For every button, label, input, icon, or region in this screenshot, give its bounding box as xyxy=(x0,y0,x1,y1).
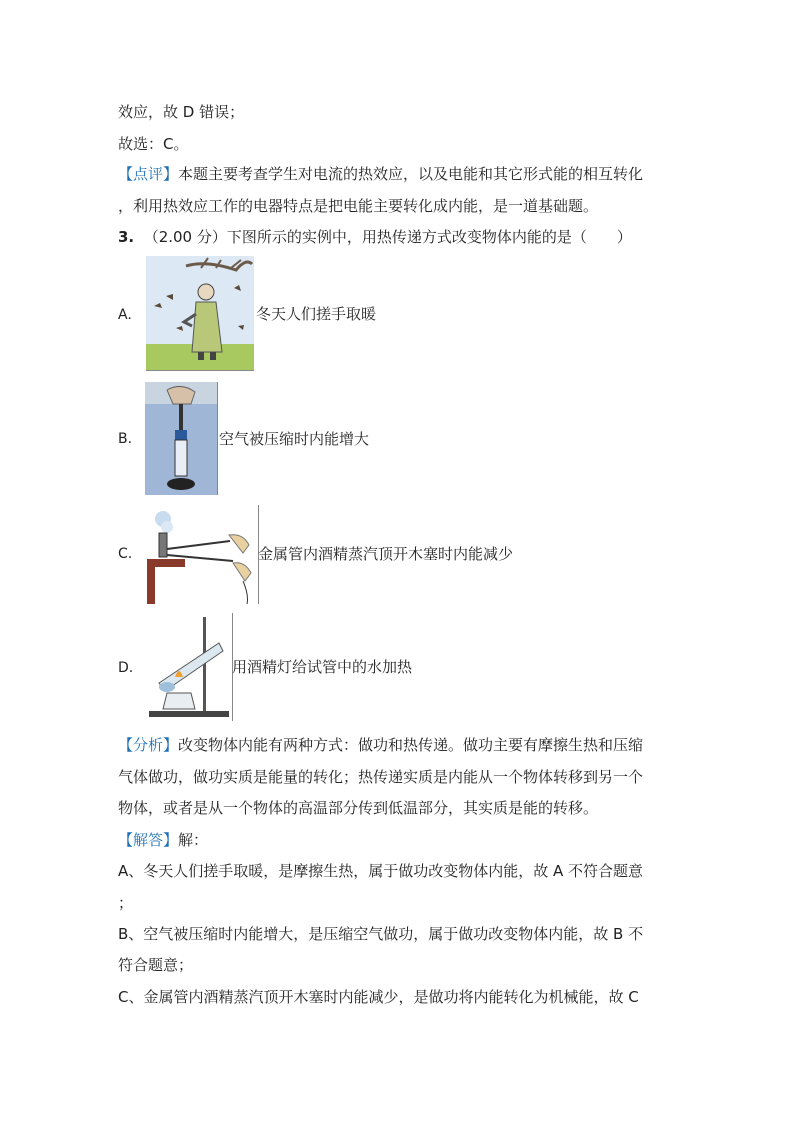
option-c-text: 金属管内酒精蒸汽顶开木塞时内能减少 xyxy=(258,545,514,563)
comment-tag: 【点评】 xyxy=(118,165,179,183)
analysis-line: 物体，或者是从一个物体的高温部分传到低温部分，其实质是能的转移。 xyxy=(118,799,599,817)
answer-line xyxy=(118,830,208,850)
question-line xyxy=(118,227,632,247)
text-line: 故选：C。 xyxy=(118,135,189,153)
answer-prefix: 解： xyxy=(178,831,209,849)
air-compression-syringe-image xyxy=(145,382,218,495)
option-a-letter: A. xyxy=(118,307,132,323)
analysis-line: 气体做功，做功实质是能量的转化；热传递实质是内能从一个物体转移到另一个 xyxy=(118,768,644,786)
answer-line: A、冬天人们搓手取暖，是摩擦生热，属于做功改变物体内能，故 A 不符合题意 xyxy=(118,862,644,880)
analysis-tag: 【分析】 xyxy=(118,736,179,754)
text-line: 效应，故 D 错误； xyxy=(118,103,245,121)
answer-line: ； xyxy=(118,894,134,912)
comment-text: 本题主要考查学生对电流的热效应，以及电能和其它形式能的相互转化 xyxy=(178,165,644,183)
option-a-text: 冬天人们搓手取暖 xyxy=(256,305,377,323)
answer-tag: 【解答】 xyxy=(118,831,179,849)
person-rubbing-hands-image xyxy=(146,256,254,371)
alcohol-lamp-heating-tube-image xyxy=(145,613,233,721)
comment-line xyxy=(118,164,643,184)
metal-tube-cork-image xyxy=(145,505,259,604)
option-b-text: 空气被压缩时内能增大 xyxy=(219,430,370,448)
option-d-text: 用酒精灯给试管中的水加热 xyxy=(232,658,413,676)
answer-line: B、空气被压缩时内能增大，是压缩空气做功，属于做功改变物体内能，故 B 不 xyxy=(118,925,644,943)
option-b-letter: B. xyxy=(118,431,133,447)
answer-line: C、金属管内酒精蒸汽顶开木塞时内能减少，是做功将内能转化为机械能，故 C xyxy=(118,988,639,1006)
question-number: 3. xyxy=(118,228,135,246)
analysis-text: 改变物体内能有两种方式：做功和热传递。做功主要有摩擦生热和压缩 xyxy=(178,736,644,754)
analysis-line xyxy=(118,735,643,755)
answer-line: 符合题意； xyxy=(118,956,194,974)
question-text: （2.00 分）下图所示的实例中，用热传递方式改变物体内能的是（ ） xyxy=(143,228,632,246)
text-line: ，利用热效应工作的电器特点是把电能主要转化成内能，是一道基础题。 xyxy=(118,197,599,215)
option-d-letter: D. xyxy=(118,660,134,676)
option-c-letter: C. xyxy=(118,546,133,562)
